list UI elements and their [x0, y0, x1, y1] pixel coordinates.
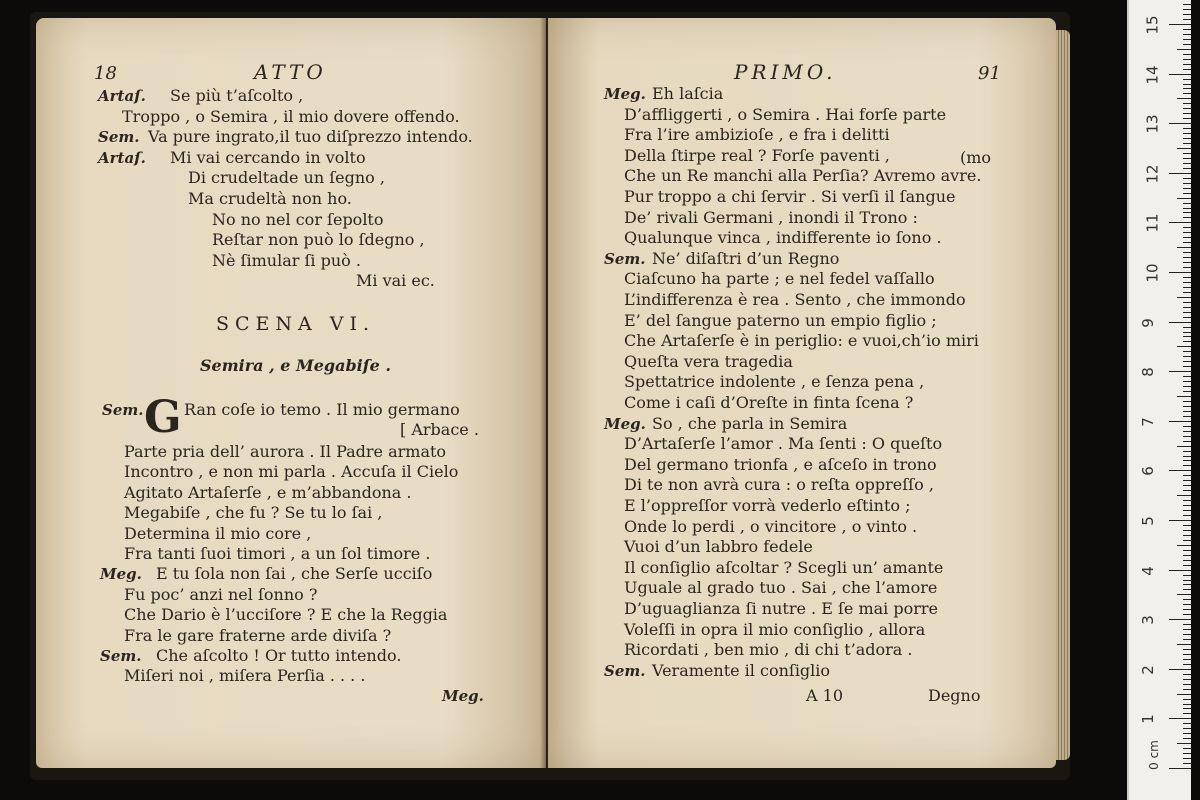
margin-note: (mo: [960, 148, 992, 167]
ruler-tick: [1183, 659, 1191, 660]
ruler-tick: [1183, 153, 1191, 154]
speaker-label: Meg.: [604, 414, 646, 433]
ruler-tick: [1183, 381, 1191, 382]
ruler-tick: [1183, 262, 1191, 263]
ruler-tick: [1183, 292, 1191, 293]
verse-line: Che un Re manchi alla Perſia? Avremo avre.: [624, 166, 982, 186]
ruler-tick: [1183, 341, 1191, 342]
ruler-tick: [1183, 490, 1191, 491]
verse-line: L’indifferenza è rea . Sento , che immondo: [624, 290, 966, 309]
ruler-tick: [1183, 763, 1191, 764]
ruler-number: 14: [1143, 65, 1162, 85]
ruler-tick: [1183, 436, 1191, 437]
ruler-tick: [1183, 88, 1191, 89]
verse-line: Di te non avrà cura : o reſta oppreſſo ,: [624, 475, 934, 495]
ruler-tick: [1183, 44, 1191, 45]
drop-cap: G: [144, 392, 182, 443]
ruler-tick: [1183, 649, 1191, 650]
ruler-tick: [1183, 252, 1191, 253]
dropcap-overflow: [ Arbace .: [400, 420, 479, 439]
verse-line: No no nel cor ſepolto: [212, 209, 384, 229]
ruler-tick: [1183, 287, 1191, 288]
ruler-number: 6: [1138, 466, 1157, 477]
measuring-ruler: [1127, 0, 1191, 800]
ruler-tick: [1183, 525, 1191, 526]
ruler-tick: [1183, 560, 1191, 561]
ruler-tick: [1183, 639, 1191, 640]
ruler-tick: [1183, 748, 1191, 749]
verse-line: Megabiſe , che fu ? Se tu lo ſai ,: [124, 503, 383, 523]
ruler-tick: [1177, 545, 1191, 546]
page-number-right: 91: [978, 63, 1001, 84]
ruler-tick: [1183, 317, 1191, 318]
ruler-tick: [1183, 614, 1191, 615]
ruler-number: 11: [1143, 213, 1162, 233]
ruler-tick: [1169, 123, 1191, 124]
verse-line: Reſtar non può lo ſdegno ,: [212, 230, 425, 250]
ruler-tick: [1183, 465, 1191, 466]
ruler-tick: [1183, 416, 1191, 417]
ruler-tick: [1183, 515, 1191, 516]
ruler-tick: [1183, 133, 1191, 134]
ruler-tick: [1183, 758, 1191, 759]
page-number-left: 18: [94, 63, 117, 84]
speaker-label: Meg.: [604, 85, 646, 103]
ruler-tick: [1183, 118, 1191, 119]
ruler-tick: [1183, 34, 1191, 35]
verse-line: Che Artaſerſe è in periglio: e vuoi,ch’io miri: [624, 331, 979, 351]
ruler-tick: [1183, 624, 1191, 625]
left-page: [36, 18, 546, 768]
ruler-number: 13: [1143, 114, 1162, 134]
verse-line: Troppo , o Semira , il mio dovere offendo.: [122, 106, 460, 126]
ruler-tick: [1169, 470, 1191, 471]
ruler-tick: [1177, 346, 1191, 347]
ruler-tick: [1183, 29, 1191, 30]
verse-line: Mi vai ec.: [356, 271, 435, 291]
ruler-tick: [1183, 302, 1191, 303]
ruler-tick: [1183, 401, 1191, 402]
ruler-tick: [1177, 495, 1191, 496]
ruler-tick: [1183, 19, 1191, 20]
ruler-tick: [1183, 664, 1191, 665]
ruler-tick: [1183, 480, 1191, 481]
ruler-number: 4: [1138, 565, 1157, 576]
ruler-tick: [1183, 604, 1191, 605]
ruler-tick: [1183, 451, 1191, 452]
scene-characters: Semira , e Megabiſe .: [200, 356, 391, 375]
verse-line: De’ rivali Germani , inondi il Trono :: [624, 207, 918, 227]
ruler-tick: [1183, 441, 1191, 442]
verse-line: Il conſiglio aſcoltar ? Scegli un’ amante: [624, 557, 944, 577]
ruler-tick: [1183, 753, 1191, 754]
ruler-tick: [1183, 332, 1191, 333]
ruler-tick: [1183, 599, 1191, 600]
verse-line: Che Dario è l’ucciſore ? E che la Reggia: [124, 605, 448, 625]
ruler-tick: [1183, 113, 1191, 114]
dropcap-line: Ran coſe io temo . Il mio germano: [184, 400, 460, 419]
ruler-number: 12: [1143, 164, 1162, 184]
verse-line: Queſta vera tragedia: [624, 351, 793, 371]
ruler-tick: [1183, 386, 1191, 387]
ruler-tick: [1183, 728, 1191, 729]
ruler-tick: [1169, 371, 1191, 372]
ruler-tick: [1183, 203, 1191, 204]
verse-line: Fra l’ire ambizioſe , e fra i delitti: [624, 125, 890, 145]
verse-line: Se più t’aſcolto ,: [170, 86, 304, 105]
ruler-tick: [1177, 297, 1191, 298]
verse-line: Della ſtirpe real ? Forſe paventi ,: [624, 145, 890, 165]
verse-line: Ma crudeltà non ho.: [188, 189, 352, 208]
ruler-tick: [1169, 669, 1191, 670]
ruler-tick: [1183, 406, 1191, 407]
ruler-tick: [1183, 634, 1191, 635]
verse-line: Eh laſcia: [652, 84, 724, 103]
ruler-tick: [1183, 193, 1191, 194]
ruler-tick: [1183, 39, 1191, 40]
verse-line: D’affliggerti , o Semira . Hai forſe parte: [624, 104, 947, 124]
ruler-tick: [1169, 24, 1191, 25]
speaker-label: Sem.: [100, 647, 142, 665]
ruler-tick: [1183, 327, 1191, 328]
ruler-tick: [1183, 178, 1191, 179]
ruler-number: 15: [1143, 15, 1162, 35]
verse-line: Agitato Artaſerſe , e m’abbandona .: [124, 482, 412, 502]
verse-line: Parte pria dell’ aurora . Il Padre armato: [124, 442, 447, 461]
ruler-tick: [1183, 550, 1191, 551]
ruler-tick: [1169, 520, 1191, 521]
verse-line: Di crudeltade un ſegno ,: [188, 168, 385, 188]
signature-mark: A 10: [806, 686, 843, 705]
ruler-tick: [1183, 589, 1191, 590]
ruler-tick: [1183, 227, 1191, 228]
speaker-label: Sem.: [604, 249, 646, 268]
ruler-tick: [1169, 768, 1191, 769]
ruler-tick: [1183, 376, 1191, 377]
ruler-tick: [1183, 307, 1191, 308]
page-edges: [1056, 30, 1070, 760]
catchword-left: Meg.: [442, 687, 484, 705]
verse-line: Va pure ingrato,il tuo diſprezzo intendo.: [148, 127, 473, 147]
ruler-tick: [1183, 679, 1191, 680]
ruler-tick: [1183, 565, 1191, 566]
ruler-tick: [1183, 188, 1191, 189]
ruler-tick: [1183, 356, 1191, 357]
ruler-tick: [1177, 49, 1191, 50]
ruler-tick: [1183, 708, 1191, 709]
verse-line: Ricordati , ben mio , di chi t’adora .: [624, 640, 913, 660]
ruler-tick: [1183, 257, 1191, 258]
ruler-tick: [1177, 694, 1191, 695]
ruler-unit: 0 cm: [1146, 740, 1161, 770]
ruler-tick: [1183, 143, 1191, 144]
ruler-tick: [1183, 108, 1191, 109]
ruler-tick: [1183, 277, 1191, 278]
ruler-tick: [1183, 208, 1191, 209]
catchword-right: Degno: [928, 686, 981, 705]
ruler-tick: [1177, 98, 1191, 99]
verse-line: D’uguaglianza ſi nutre . E ſe mai porre: [624, 599, 939, 618]
verse-line: Ne’ diſaſtri d’un Regno: [652, 248, 840, 268]
verse-line: E l’oppreſſor vorrà vederlo eſtinto ;: [624, 496, 911, 515]
running-head-left: ATTO: [254, 60, 327, 84]
verse-line: Mi vai cercando in volto: [170, 147, 366, 167]
ruler-tick: [1183, 59, 1191, 60]
ruler-tick: [1183, 366, 1191, 367]
ruler-tick: [1177, 644, 1191, 645]
ruler-tick: [1183, 733, 1191, 734]
ruler-tick: [1183, 9, 1191, 10]
ruler-tick: [1183, 540, 1191, 541]
ruler-number: 7: [1138, 417, 1157, 427]
running-head-right: PRIMO.: [734, 60, 837, 84]
ruler-tick: [1177, 594, 1191, 595]
ruler-tick: [1183, 505, 1191, 506]
ruler-tick: [1169, 619, 1191, 620]
ruler-tick: [1183, 79, 1191, 80]
ruler-tick: [1183, 555, 1191, 556]
ruler-tick: [1183, 654, 1191, 655]
ruler-tick: [1169, 173, 1191, 174]
ruler-number: 1: [1138, 714, 1157, 725]
ruler-tick: [1183, 485, 1191, 486]
ruler-tick: [1169, 718, 1191, 719]
ruler-tick: [1183, 168, 1191, 169]
ruler-tick: [1183, 609, 1191, 610]
verse-line: So , che parla in Semira: [652, 413, 848, 433]
verse-line: Pur troppo a chi ſervir . Si verſi il ſangue: [624, 187, 956, 206]
speaker-label: Sem.: [98, 128, 140, 147]
ruler-tick: [1183, 242, 1191, 243]
ruler-tick: [1183, 69, 1191, 70]
speaker-label: Sem.: [102, 401, 144, 419]
scene-title: SCENA VI.: [216, 313, 376, 335]
ruler-tick: [1183, 510, 1191, 511]
ruler-tick: [1183, 713, 1191, 714]
speaker-label: Artaſ.: [98, 148, 146, 167]
ruler-tick: [1183, 460, 1191, 461]
ruler-tick: [1183, 312, 1191, 313]
ruler-tick: [1183, 411, 1191, 412]
verse-line: Ciaſcuno ha parte ; e nel fedel vaſſallo: [624, 269, 935, 289]
verse-line: Nè ſimular ſi può .: [212, 250, 361, 270]
ruler-tick: [1183, 361, 1191, 362]
ruler-tick: [1177, 743, 1191, 744]
verse-line: Miſeri noi , miſera Perſia . . . .: [124, 666, 366, 686]
ruler-tick: [1183, 530, 1191, 531]
ruler-tick: [1183, 391, 1191, 392]
ruler-number: 3: [1138, 615, 1157, 625]
ruler-tick: [1183, 426, 1191, 427]
verse-line: Incontro , e non mi parla . Accuſa il Cielo: [124, 462, 459, 482]
ruler-number: 10: [1143, 263, 1162, 283]
ruler-tick: [1177, 446, 1191, 447]
verse-line: Qualunque vinca , indifferente io ſono .: [624, 228, 942, 248]
ruler-tick: [1183, 535, 1191, 536]
verse-line: E tu ſola non ſai , che Serſe ucciſo: [156, 564, 433, 584]
ruler-tick: [1169, 222, 1191, 223]
ruler-tick: [1177, 198, 1191, 199]
ruler-tick: [1183, 699, 1191, 700]
ruler-tick: [1183, 232, 1191, 233]
ruler-tick: [1183, 64, 1191, 65]
ruler-tick: [1183, 684, 1191, 685]
speaker-label: Artaſ.: [98, 87, 146, 105]
ruler-tick: [1183, 54, 1191, 55]
ruler-tick: [1169, 322, 1191, 323]
speaker-label: Meg.: [100, 565, 142, 584]
ruler-tick: [1177, 148, 1191, 149]
ruler-tick: [1183, 580, 1191, 581]
verse-line: Fra tanti ſuoi timori , a un ſol timore .: [124, 544, 431, 563]
ruler-tick: [1169, 272, 1191, 273]
ruler-tick: [1177, 396, 1191, 397]
ruler-tick: [1169, 421, 1191, 422]
speaker-label: Sem.: [604, 661, 646, 680]
ruler-tick: [1183, 704, 1191, 705]
ruler-tick: [1169, 74, 1191, 75]
ruler-tick: [1183, 217, 1191, 218]
verse-line: Che aſcolto ! Or tutto intendo.: [156, 646, 402, 665]
ruler-tick: [1183, 282, 1191, 283]
verse-line: D’Artaſerſe l’amor . Ma ſenti : O queſto: [624, 434, 943, 454]
ruler-tick: [1183, 93, 1191, 94]
ruler-tick: [1183, 14, 1191, 15]
verse-line: Fra le gare fraterne arde diviſa ?: [124, 625, 392, 645]
ruler-tick: [1183, 158, 1191, 159]
verse-line: Come i caſi d’Oreſte in finta ſcena ?: [624, 393, 914, 412]
ruler-tick: [1183, 237, 1191, 238]
ruler-tick: [1183, 183, 1191, 184]
ruler-number: 2: [1138, 665, 1157, 675]
verse-line: Vuoi d’un labbro fedele: [624, 537, 813, 557]
ruler-tick: [1183, 500, 1191, 501]
verse-line: Onde lo perdi , o vincitore , o vinto .: [624, 516, 918, 536]
ruler-tick: [1183, 723, 1191, 724]
ruler-tick: [1183, 738, 1191, 739]
ruler-tick: [1183, 431, 1191, 432]
ruler-tick: [1183, 351, 1191, 352]
ruler-tick: [1183, 689, 1191, 690]
ruler-tick: [1183, 128, 1191, 129]
verse-line: Uguale al grado tuo . Sai , che l’amore: [624, 578, 938, 598]
ruler-tick: [1183, 212, 1191, 213]
verse-line: Spettatrice indolente , e ſenza pena ,: [624, 372, 925, 392]
ruler-number: 8: [1138, 367, 1157, 377]
ruler-tick: [1183, 84, 1191, 85]
verse-line: Fu poc’ anzi nel ſonno ?: [124, 584, 318, 604]
ruler-tick: [1183, 575, 1191, 576]
ruler-tick: [1183, 336, 1191, 337]
verse-line: Determina il mio core ,: [124, 523, 312, 543]
ruler-tick: [1183, 4, 1191, 5]
ruler-tick: [1183, 163, 1191, 164]
ruler-number: 5: [1138, 516, 1157, 526]
verse-line: Del germano trionfa , e aſceſo in trono: [624, 454, 937, 474]
ruler-tick: [1183, 456, 1191, 457]
verse-line: Veramente il conſiglio: [652, 660, 831, 680]
ruler-tick: [1183, 475, 1191, 476]
ruler-tick: [1169, 570, 1191, 571]
verse-line: E’ del ſangue paterno un empio figlio ;: [624, 310, 937, 330]
ruler-number: 9: [1138, 317, 1157, 328]
ruler-tick: [1183, 267, 1191, 268]
ruler-tick: [1183, 674, 1191, 675]
ruler-tick: [1183, 103, 1191, 104]
ruler-tick: [1183, 584, 1191, 585]
ruler-tick: [1183, 138, 1191, 139]
ruler-tick: [1183, 629, 1191, 630]
ruler-tick: [1177, 247, 1191, 248]
right-page: [548, 18, 1056, 768]
verse-line: Voleſſi in opra il mio conſiglio , allora: [624, 619, 926, 639]
